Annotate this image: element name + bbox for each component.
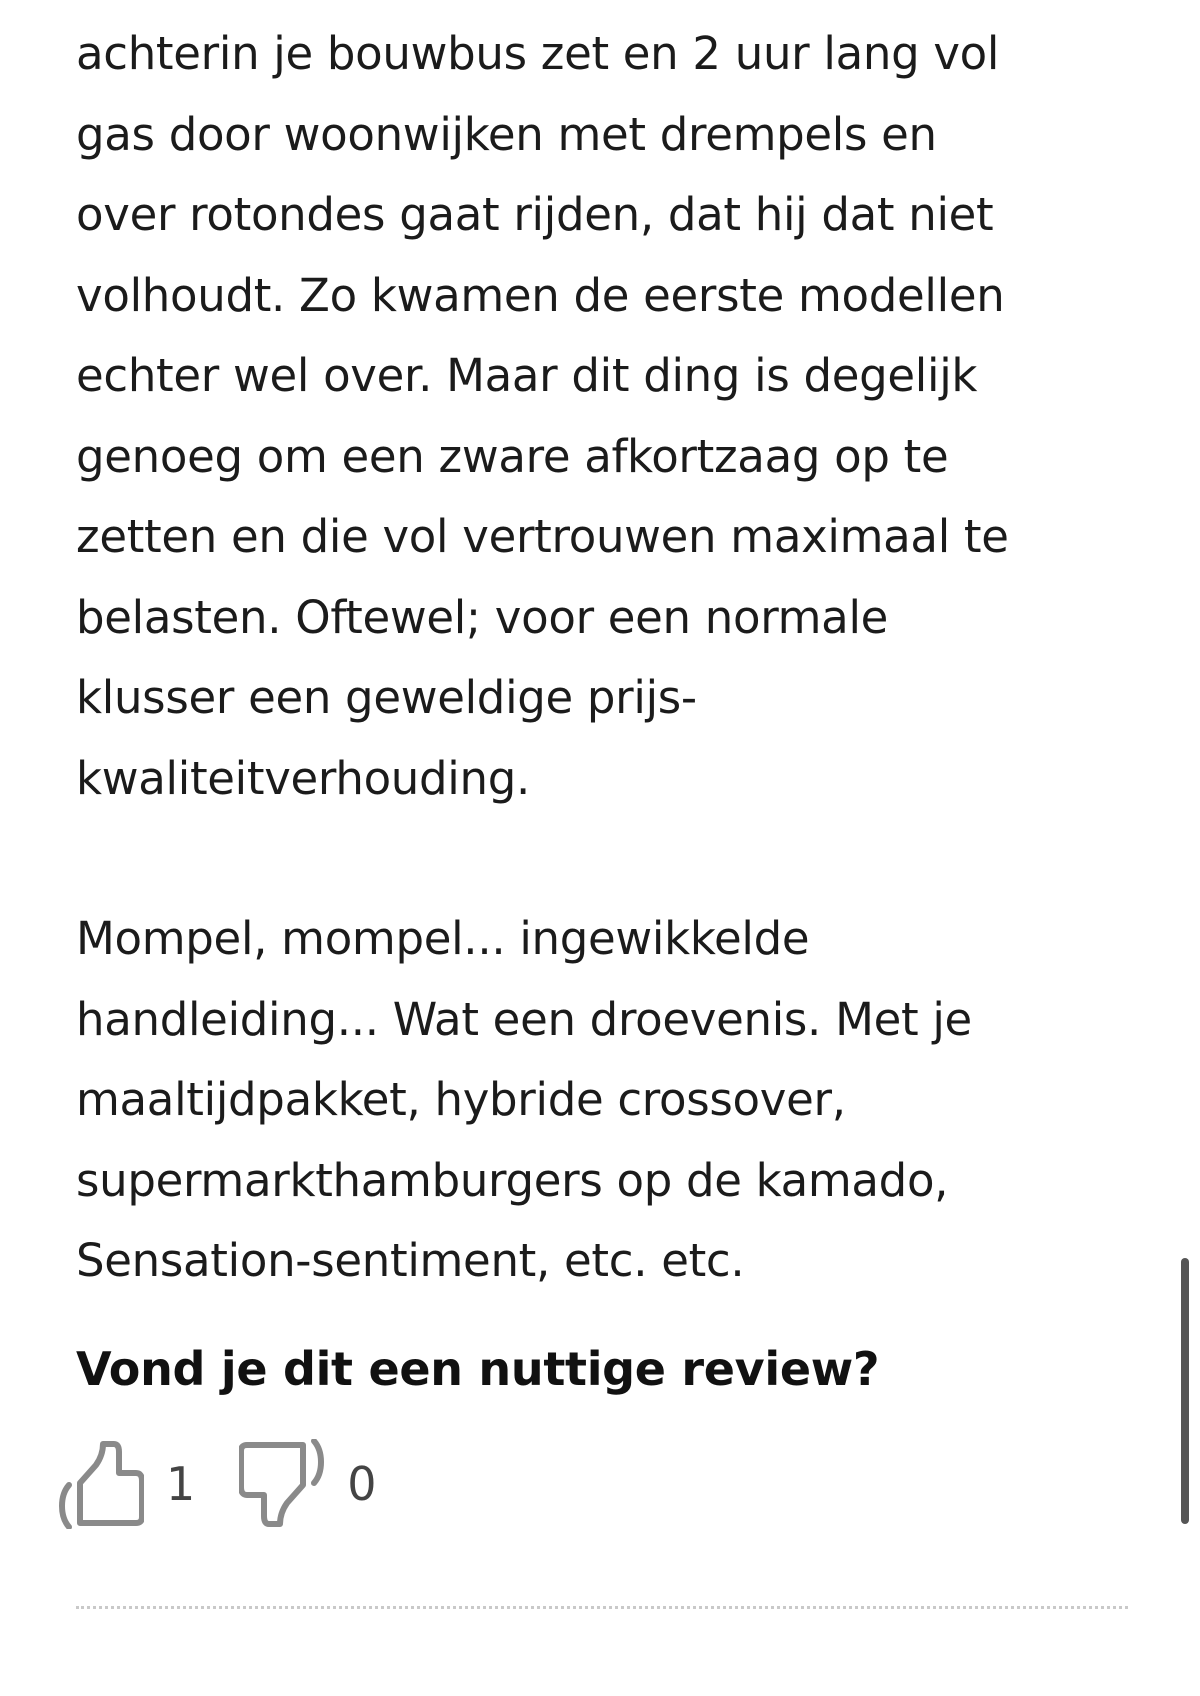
review-paragraph: [76, 14, 1136, 819]
review-line: achterin je bouwbus zet en 2 uur lang vol: [76, 27, 1000, 80]
review-line: maaltijdpakket, hybride crossover,: [76, 1073, 846, 1126]
review-line: kwaliteitverhouding.: [76, 751, 530, 805]
review-line: Mompel, mompel... ingewikkelde: [76, 912, 810, 965]
review-line: belasten. Oftewel; voor een normale: [76, 590, 889, 644]
review-line: gas door woonwijken met drempels en: [76, 107, 937, 161]
thumbs-down-icon: [239, 1439, 325, 1529]
review-line: echter wel over. Maar dit ding is degelijk: [76, 349, 978, 402]
review-line: klusser een geweldige prijs-: [76, 671, 697, 724]
review-line: volhoudt. Zo kwamen de eerste modellen: [76, 268, 1005, 322]
thumbs-up-icon: [58, 1439, 144, 1529]
review-votes: [58, 1434, 377, 1534]
review-body: [76, 14, 1136, 1302]
review-divider: [76, 1606, 1128, 1609]
review-line: over rotondes gaat rijden, dat hij dat niet: [76, 188, 994, 241]
helpful-question: Vond je dit een nuttige review?: [76, 1342, 880, 1396]
review-line: handleiding... Wat een droevenis. Met je: [76, 992, 972, 1046]
thumbs-up-button[interactable]: [58, 1439, 195, 1529]
thumbs-down-count: 0: [347, 1457, 377, 1511]
review-line: Sensation-sentiment, etc. etc.: [76, 1234, 745, 1287]
thumbs-down-button[interactable]: [239, 1439, 376, 1529]
review-line: zetten en die vol vertrouwen maximaal te: [76, 510, 1009, 563]
thumbs-up-count: 1: [166, 1457, 196, 1511]
review-line: genoeg om een zware afkortzaag op te: [76, 429, 949, 483]
review-line: supermarkthamburgers op de kamado,: [76, 1153, 949, 1207]
review-paragraph: [76, 899, 1136, 1302]
scrollbar-thumb[interactable]: [1181, 1258, 1189, 1524]
